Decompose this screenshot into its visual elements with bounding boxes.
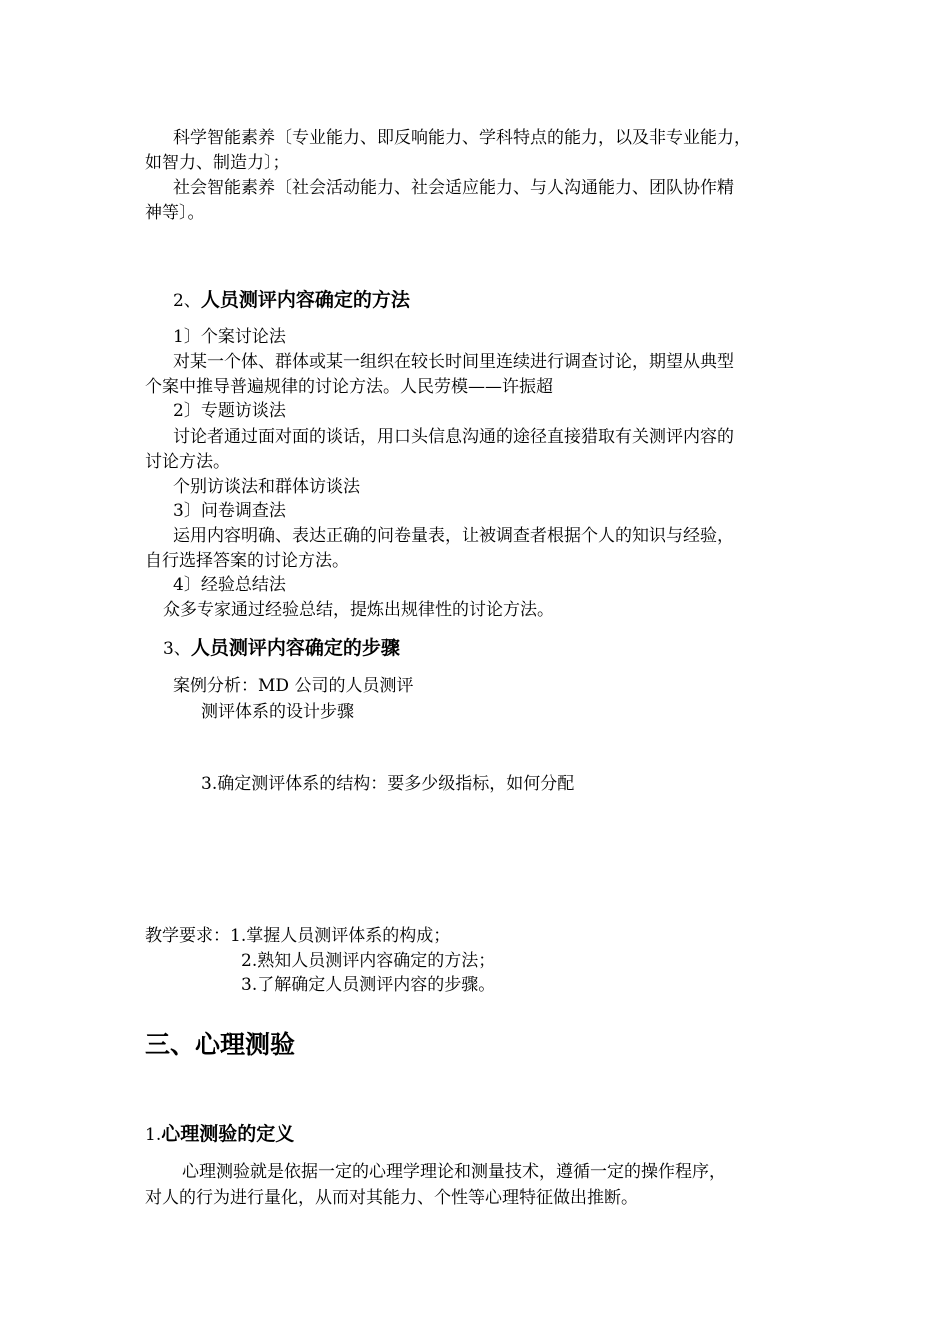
definition-heading-text: 心理测验的定义 bbox=[161, 1123, 295, 1145]
definition-line-2: 对人的行为进行量化，从而对其能力、个性等心理特征做出推断。 bbox=[145, 1188, 638, 1208]
science-intelligence-line-1: 科学智能素养〔专业能力、即反响能力、学科特点的能力，以及非专业能力， bbox=[173, 128, 751, 148]
case-analysis: 案例分析：MD 公司的人员测评 bbox=[173, 676, 414, 696]
method-1-desc-1: 对某一个体、群体或某一组织在较长时间里连续进行调查讨论，期望从典型 bbox=[173, 352, 734, 372]
steps-heading bbox=[163, 636, 400, 661]
method-2-desc-2: 讨论方法。 bbox=[145, 452, 230, 472]
science-intelligence-line-2: 如智力、制造力〕； bbox=[145, 153, 290, 173]
social-intelligence-line-2: 神等〕。 bbox=[145, 203, 205, 223]
definition-heading-number: 1. bbox=[145, 1125, 162, 1145]
methods-heading-text: 人员测评内容确定的方法 bbox=[200, 289, 410, 311]
steps-heading-text: 人员测评内容确定的步骤 bbox=[190, 637, 400, 659]
method-3-desc-2: 自行选择答案的讨论方法。 bbox=[145, 551, 349, 571]
method-2-desc-1: 讨论者通过面对面的谈话，用口头信息沟通的途径直接猎取有关测评内容的 bbox=[173, 427, 734, 447]
teaching-requirement-2: 2.熟知人员测评内容确定的方法； bbox=[241, 951, 496, 971]
method-1-title: 1〕个案讨论法 bbox=[173, 327, 286, 347]
definition-heading bbox=[145, 1122, 294, 1147]
step-3: 3.确定测评体系的结构：要多少级指标，如何分配 bbox=[201, 774, 575, 794]
design-steps: 测评体系的设计步骤 bbox=[201, 702, 354, 722]
method-3-title: 3〕问卷调查法 bbox=[173, 501, 286, 521]
definition-line-1: 心理测验就是依据一定的心理学理论和测量技术，遵循一定的操作程序， bbox=[182, 1162, 726, 1182]
methods-heading-number: 2、 bbox=[173, 291, 201, 311]
steps-heading-number: 3、 bbox=[163, 639, 191, 659]
method-2-title: 2〕专题访谈法 bbox=[173, 401, 286, 421]
method-3-desc-1: 运用内容明确、表达正确的问卷量表，让被调查者根据个人的知识与经验， bbox=[173, 526, 734, 546]
method-4-title: 4〕经验总结法 bbox=[173, 575, 286, 595]
chapter-title: 三、心理测验 bbox=[145, 1030, 296, 1059]
method-2-desc-3: 个别访谈法和群体访谈法 bbox=[173, 477, 360, 497]
method-4-desc-1: 众多专家通过经验总结，提炼出规律性的讨论方法。 bbox=[163, 600, 554, 620]
methods-heading bbox=[173, 288, 410, 313]
method-1-desc-2: 个案中推导普遍规律的讨论方法。人民劳模——许振超 bbox=[145, 377, 553, 397]
teaching-requirement-3: 3.了解确定人员测评内容的步骤。 bbox=[241, 975, 496, 995]
teaching-requirement-1: 教学要求：1.掌握人员测评体系的构成； bbox=[145, 926, 451, 946]
social-intelligence-line-1: 社会智能素养〔社会活动能力、社会适应能力、与人沟通能力、团队协作精 bbox=[173, 178, 734, 198]
